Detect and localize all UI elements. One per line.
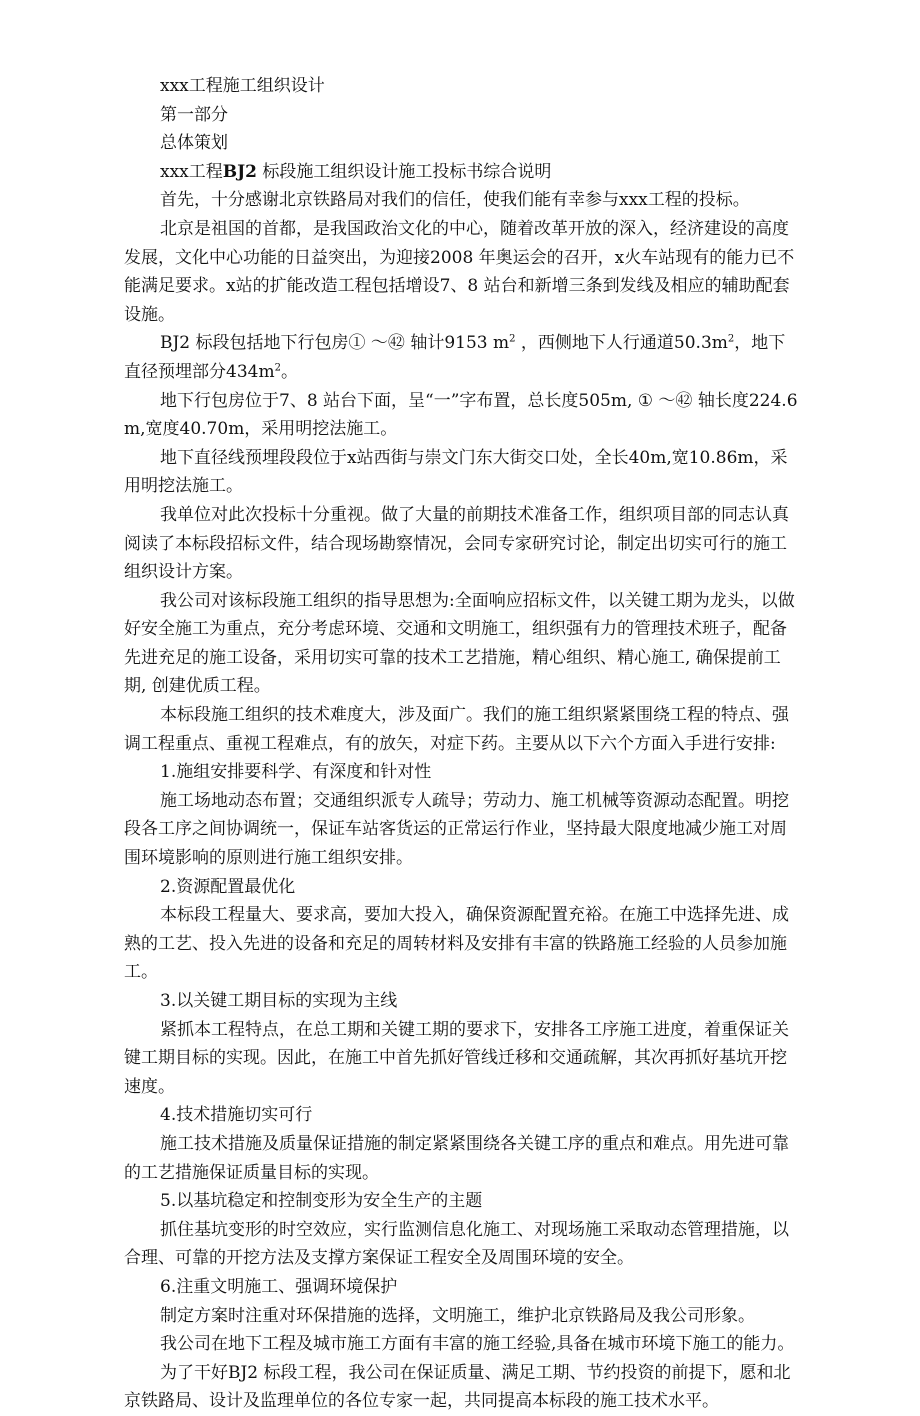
heading-6: 6.注重文明施工、强调环境保护 [160,1276,398,1297]
paragraph-3 [124,329,800,386]
paragraph-7: 我公司对该标段施工组织的指导思想为:全面响应招标文件，以关键工期为龙头，以做好安全施工为重点，充分考虑环境、交通和文明施工，组织强有力的管理技术班子，配备先进充足的施工设备，采用切实可靠的技术工艺措施，精心组织、精心施工, 确保提前工期, 创建优质工程。 [124,590,795,697]
paragraph-8: 本标段施工组织的技术难度大，涉及面广。我们的施工组织紧紧围绕工程的特点、强调工程重点、重视工程难点，有的放矢，对症下药。主要从以下六个方面入手进行安排: [124,705,789,754]
paragraph-9: 我公司在地下工程及城市施工方面有丰富的施工经验,具备在城市环境下施工的能力。 [160,1334,795,1355]
body-3: 紧抓本工程特点，在总工期和关键工期的要求下，安排各工序施工进度，着重保证关键工期目标的实现。因此，在施工中首先抓好管线迁移和交通疏解，其次再抓好基坑开挖速度。 [124,1019,789,1097]
heading-2: 2.资源配置最优化 [160,876,296,897]
p3-sup-2: 2 [727,333,735,345]
section-heading: 总体策划 [160,133,228,154]
body-4: 施工技术措施及质量保证措施的制定紧紧围绕各关键工序的重点和难点。用先进可靠的工艺措施保证质量目标的实现。 [124,1133,789,1183]
paragraph-1: 首先，十分感谢北京铁路局对我们的信任，使我们能有幸参与xxx工程的投标。 [160,190,750,211]
p3-sup-3: 2 [274,362,281,374]
p3-part-c: ，西侧地下人行通道50.3m [515,333,728,354]
paragraph-2: 北京是祖国的首都，是我国政治文化的中心，随着改革开放的深入，经济建设的高度发展，文化中心功能的日益突出，为迎接2008 年奥运会的召开，x火车站现有的能力已不能满足要求。x站的扩能改造工程包括增设7、8 站台和新增三条到发线及相应的辅助配套设施。 [124,218,795,325]
heading-5: 5.以基坑稳定和控制变形为安全生产的主题 [160,1191,483,1212]
paragraph-6: 我单位对此次投标十分重视。做了大量的前期技术准备工作，组织项目部的同志认真阅读了本标段招标文件，结合现场勘察情况，会同专家研究讨论，制定出切实可行的施工组织设计方案。 [124,504,789,583]
doc-title: xxx工程施工组织设计 [160,76,325,96]
subtitle-code: BJ2 [222,161,258,182]
heading-1: 1.施组安排要科学、有深度和针对性 [160,762,432,783]
body-5: 抓住基坑变形的时空效应，实行监测信息化施工、对现场施工采取动态管理措施，以合理、可靠的开挖方法及支撑方案保证工程安全及周围环境的安全。 [124,1219,789,1269]
document-body [124,72,800,1416]
p3-part-a: BJ2 标段包括地下行包房① ～㊷ 轴计9153 m [160,333,510,354]
heading-3: 3.以关键工期目标的实现为主线 [160,991,398,1011]
p3-part-g: 。 [280,361,298,382]
body-6: 制定方案时注重对环保措施的选择，文明施工，维护北京铁路局及我公司形象。 [160,1305,755,1326]
paragraph-10: 为了干好BJ2 标段工程，我公司在保证质量、满足工期、节约投资的前提下，愿和北京铁路局、设计及监理单位的各位专家一起，共同提高本标段的施工技术水平。 [124,1362,791,1412]
subtitle-rest: 标段施工组织设计施工投标书综合说明 [257,161,552,182]
subtitle [124,158,800,187]
part-heading: 第一部分 [160,104,228,125]
p3-part-e: ，地下直径预埋部分434m [124,333,786,382]
heading-4: 4.技术措施切实可行 [160,1105,313,1126]
body-1: 施工场地动态布置；交通组织派专人疏导；劳动力、施工机械等资源动态配置。明挖段各工序之间协调统一，保证车站客货运的正常运行作业，坚持最大限度地减少施工对周围环境影响的原则进行施工组织安排。 [124,790,789,869]
p3-sup-1: 2 [509,333,516,345]
subtitle-prefix: xxx工程 [160,161,223,182]
paragraph-4: 地下行包房位于7、8 站台下面，呈“一”字布置，总长度505m, ① ～㊷ 轴长度224.6 m,宽度40.70m，采用明挖法施工。 [124,390,798,440]
body-2: 本标段工程量大、要求高，要加大投入，确保资源配置充裕。在施工中选择先进、成熟的工艺、投入先进的设备和充足的周转材料及安排有丰富的铁路施工经验的人员参加施工。 [124,905,789,983]
paragraph-5: 地下直径线预埋段段位于x站西街与崇文门东大街交口处，全长40m,宽10.86m，采用明挖法施工。 [124,447,788,497]
